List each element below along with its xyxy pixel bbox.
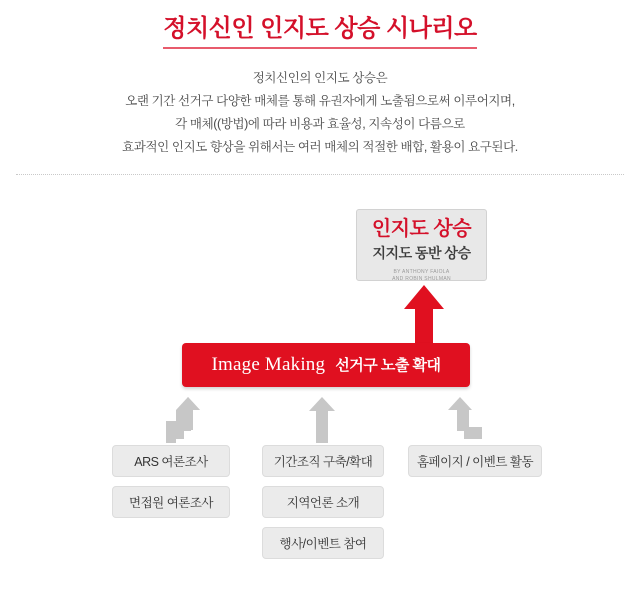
goal-credit-line: BY ANTHONY FAIOLA: [393, 268, 450, 275]
page-title: 정치신인 인지도 상승 시나리오: [163, 14, 476, 49]
option-box[interactable]: 홈페이지 / 이벤트 활동: [408, 445, 542, 477]
option-box[interactable]: 면접원 여론조사: [112, 486, 230, 518]
page-header: [0, 0, 640, 175]
description-line: 정치신인의 인지도 상승은: [252, 71, 388, 85]
up-arrow-grey-right-icon: [448, 397, 482, 443]
goal-box: [356, 209, 487, 281]
goal-credit-line: AND ROBIN SHULMAN: [392, 276, 451, 282]
image-making-banner: [182, 343, 470, 387]
organization-column: [262, 445, 384, 559]
goal-credit: [357, 269, 486, 284]
option-box[interactable]: ARS 여론조사: [112, 445, 230, 477]
homepage-column: [408, 445, 542, 477]
description-line: 각 매체((방법)에 따라 비용과 효율성, 지속성이 다름으로: [175, 117, 465, 132]
page-description: [0, 67, 640, 160]
option-box[interactable]: 기간조직 구축/확대: [262, 445, 384, 477]
goal-title: 인지도 상승: [371, 217, 472, 240]
option-box[interactable]: 지역언론 소개: [262, 486, 384, 518]
description-line: 효과적인 인지도 향상을 위해서는 여러 매체의 적절한 배합, 활용이 요구된다.: [122, 140, 518, 155]
up-arrow-grey-middle-icon: [305, 397, 339, 443]
scenario-diagram: [0, 175, 640, 605]
banner-korean-label: 선거구 노출 확대: [335, 357, 441, 374]
up-arrow-grey-left-icon: [166, 397, 200, 443]
ars-column: [112, 445, 230, 518]
banner-english-label: Image Making: [211, 353, 326, 375]
goal-subtitle: 지지도 동반 상승: [372, 244, 471, 261]
up-arrow-red-icon: [404, 285, 444, 343]
option-box[interactable]: 행사/이벤트 참여: [262, 527, 384, 559]
description-line: 오랜 기간 선거구 다양한 매체를 통해 유권자에게 노출됨으로써 이루어지며,: [125, 94, 515, 109]
